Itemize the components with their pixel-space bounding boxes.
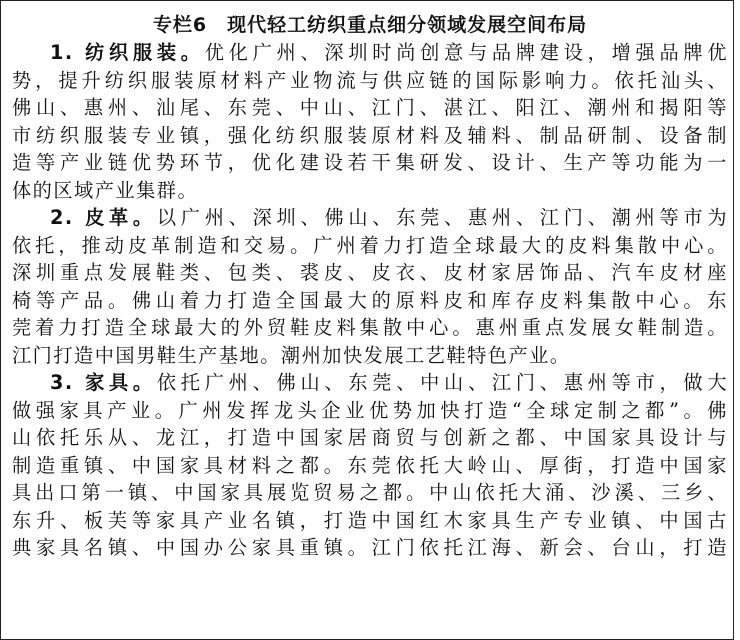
section-2-line-6: 江门打造中国男鞋生产基地。潮州加快发展工艺鞋特色产业。 — [12, 343, 571, 367]
section-1-line-2: 势，提升纺织服装原材料产业物流与供应链的国际影响力。依托汕头、 — [12, 68, 728, 92]
section-1-heading: 1. 纺织服装。 — [50, 41, 205, 64]
section-3-line-5: 具出口第一镇、中国家具展览贸易之都。中山依托大涌、沙溪、三乡、 — [12, 481, 728, 504]
section-3-line-2: 做强家具产业。广州发挥龙头企业优势加快打造“全球定制之都”。佛 — [12, 398, 728, 422]
column-heading: 现代轻工纺织重点细分领域发展空间布局 — [227, 14, 588, 36]
section-2-line-1: 2. 皮革。以广州、深圳、佛山、东莞、惠州、江门、潮州等市为 — [50, 206, 728, 229]
section-1-line-6: 体的区域产业集群。 — [12, 178, 199, 202]
section-1-line-5: 造等产业链优势环节，优化建设若干集研发、设计、生产等功能为一 — [12, 151, 728, 174]
body-text — [12, 39, 728, 562]
section-3-line-4: 制造重镇、中国家具材料之都。东莞依托大岭山、厚街，打造中国家 — [12, 453, 728, 477]
section-2-heading: 2. 皮革。 — [50, 206, 157, 229]
section-2-line-3: 深圳重点发展鞋类、包类、裘皮、皮衣、皮材家居饰品、汽车皮材座 — [12, 261, 728, 284]
section-3-heading: 3. 家具。 — [50, 371, 157, 394]
section-3-line-1: 3. 家具。依托广州、佛山、东莞、中山、江门、惠州等市，做大 — [50, 371, 728, 394]
section-1-line-1: 1. 纺织服装。优化广州、深圳时尚创意与品牌建设，增强品牌优 — [50, 41, 728, 64]
section-1-line-4: 市纺织服装专业镇，强化纺织服装原材料及辅料、制品研制、设备制 — [12, 123, 728, 147]
section-3-line-7: 典家具名镇、中国办公家具重镇。江门依托江海、新会、台山，打造 — [12, 536, 728, 559]
column-title — [0, 10, 740, 37]
section-3-line-6: 东升、板芙等家具产业名镇，打造中国红木家具生产专业镇、中国古 — [12, 508, 728, 532]
section-1-line-3: 佛山、惠州、汕尾、东莞、中山、江门、湛江、阳江、潮州和揭阳等 — [12, 96, 728, 119]
section-2-line-4: 椅等产品。佛山着力打造全国最大的原料皮和库存皮料集散中心。东 — [12, 288, 728, 312]
section-3-line-3: 山依托乐从、龙江，打造中国家居商贸与创新之都、中国家具设计与 — [12, 426, 728, 449]
section-2-line-2: 依托，推动皮革制造和交易。广州着力打造全球最大的皮料集散中心。 — [12, 233, 728, 257]
column-label: 专栏6 — [152, 14, 208, 36]
section-2-line-5: 莞着力打造全球最大的外贸鞋皮料集散中心。惠州重点发展女鞋制造。 — [12, 316, 728, 339]
